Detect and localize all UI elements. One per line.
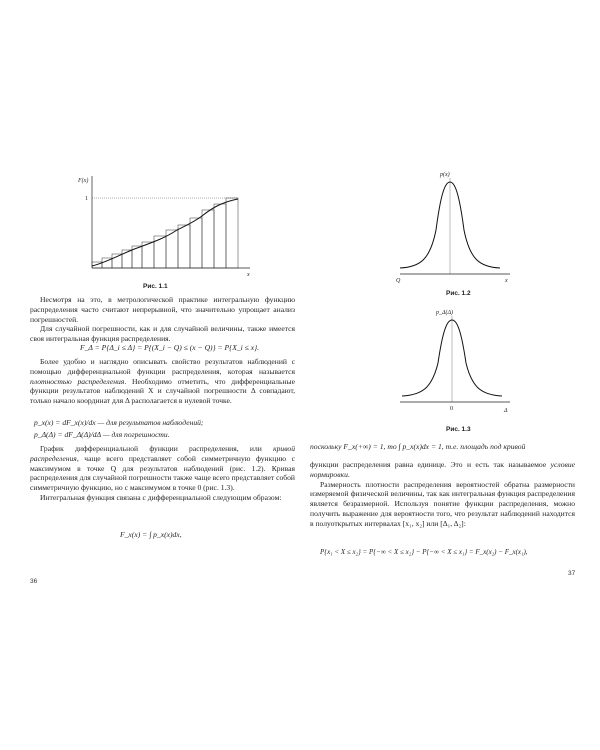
line2-text-a: функции распределения равна единице. Это и есть так называемое [310,460,551,469]
left-text-block-1 [30,295,295,344]
right-page [310,150,580,590]
fig12-y-label: p(x) [440,172,450,178]
fig11-caption: Рис. 1.1 [143,283,168,290]
figure-1-3-graph [390,308,525,418]
right-line-2 [310,460,575,480]
left-para-4 [30,444,295,493]
fig13-x-label: Δ [504,408,508,414]
fig13-caption: Рис. 1.3 [446,426,471,433]
left-page [30,150,300,590]
left-para-2: Для случайной погрешности, как и для случайной величины, также имеется своя интегральная функция распределения. [30,324,295,344]
formula-3: p_Δ(Δ) = dF_Δ(Δ)/dΔ — для погрешности. [34,430,170,439]
fig11-tick-one: 1 [85,196,88,202]
formula-4: F_x(x) = ∫ p_x(x)dx, [120,530,182,539]
fig12-caption: Рис. 1.2 [446,290,471,297]
fig11-x-label: x [247,272,250,278]
figure-1-1-graph [72,170,272,290]
line2-text-b: . [347,469,350,479]
formula-2: p_x(x) = dF_x(x)/dx — для результатов наблюдений; [34,418,204,427]
fig12-tick-q: Q [396,278,401,284]
figure-1-2 [390,170,520,285]
figure-1-1 [72,170,272,290]
left-page-number: 36 [30,578,38,585]
right-line-1: поскольку F_x(+∞) = 1, то ∫ p_x(x)dx = 1, т.е. площадь под кривой [310,442,526,451]
right-page-number: 37 [568,570,576,577]
book-spread [0,150,600,600]
formula-5: P{x₁ < X ≤ x₂} = P{−∞ < X ≤ x₂} − P{−∞ < X ≤ x₁} = F_x(x₂) − F_x(x₁), [320,548,528,556]
para4-text-a: График дифференциальной функции распределения, или [40,444,274,453]
figure-1-2-graph [390,170,520,285]
left-para-5: Интегральная функция связана с дифференциальной следующим образом: [40,492,282,502]
fig11-y-label: F(x) [78,178,89,184]
term-normalization: условие нормировки [310,460,575,479]
term-density: плотностью распределения [30,376,125,386]
formula-1: F_Δ = P{Δ_i ≤ Δ} = P{(X_i − Q) ≤ (x − Q)} = P{X_i ≤ x}. [80,343,260,352]
left-para-3 [30,357,295,406]
fig13-tick-zero: 0 [450,406,453,412]
fig12-x-label: x [505,278,508,284]
left-para-1: Несмотря на это, в метрологической практике интегральную функцию распределения часто считают непрерывной, что значительно упрощает анализ погрешностей. [30,295,295,324]
para3-text-b: . Необходимо отметить, что дифференциальные функции результатов наблюдений X и случайной погрешности Δ совпадают, только начало координат для Δ располагается в нулевой точке. [30,376,295,406]
right-text-block-1 [310,460,575,529]
fig13-y-label: p_Δ(Δ) [436,310,454,316]
fig11-smooth-curve [92,199,238,266]
left-text-block-3 [30,444,295,503]
figure-1-3 [390,308,525,418]
right-para-2: Размерность плотности распределения вероятностей обратна размерности измеряемой физической величины, так как интегральная функция распределения является безразмерной. Используя понятие функции распределения, можно получить выражение для вероятности того, что результат наблюдений находится в полуоткрытых интервалах [x₁, x₂] или [Δ₁, Δ₂]: [310,479,575,528]
para3-text-a: Более удобно и наглядно описывать свойство результатов наблюдений с помощью дифференциальной функции распределения, которая называется [30,357,295,376]
left-text-block-2 [30,357,295,406]
term-curve: кривой распределения [30,444,295,463]
para4-text-b: , чаще всего представляет собой симметричную функцию с максимумом в точке Q для результатов наблюдений (рис. 1.2). Кривая распределения для случайной погрешности также чаще всего представляет собой симметричную функцию, но с максимумом в точке 0 (рис. 1.3). [30,453,295,493]
